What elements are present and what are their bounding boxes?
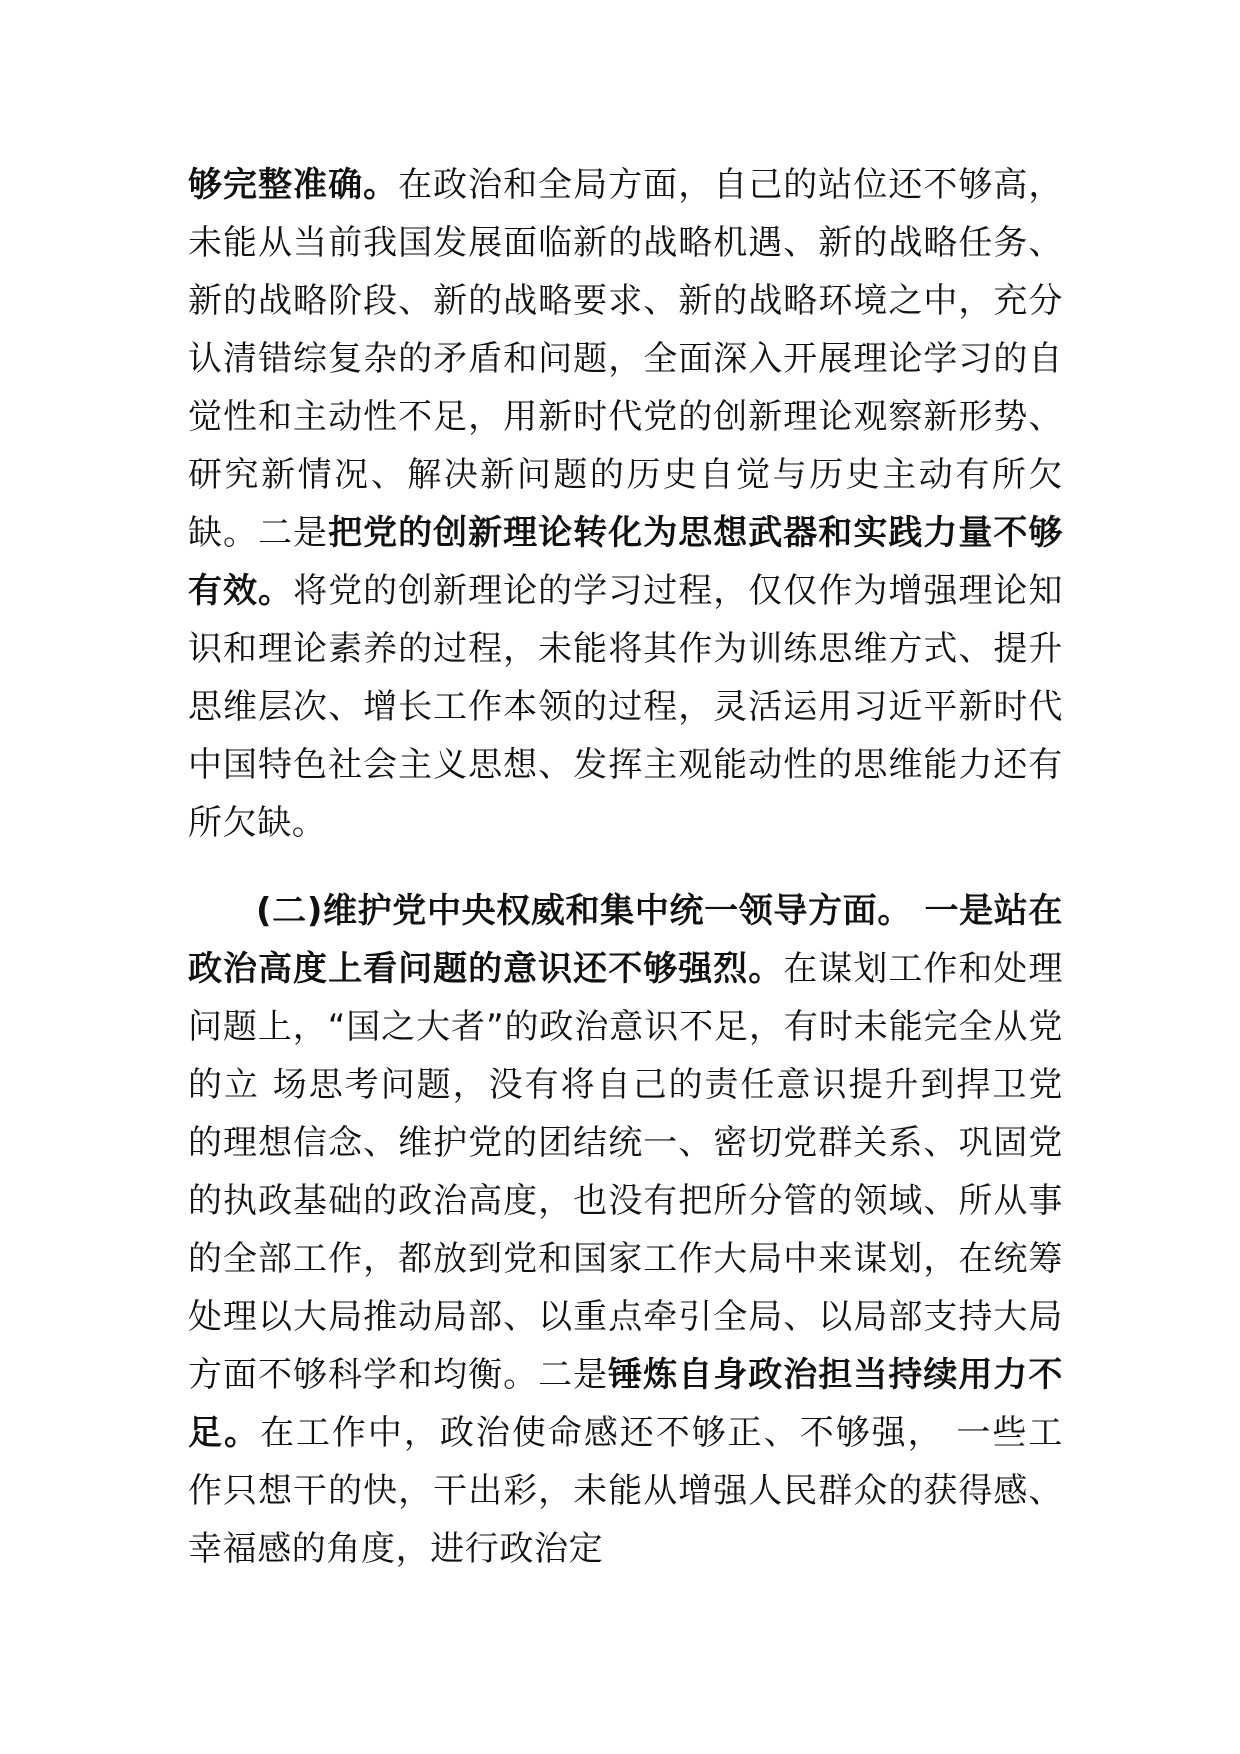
bold-phrase: 把党的创新理论转化为思想武器和实践力量不够有效。 — [188, 513, 1063, 611]
section-heading: (二)维护党中央权威和集中统一领导方面。 一是站在政治高度上看问题的意识还不够强烈。 — [188, 891, 1063, 989]
paragraph-1 — [188, 156, 1063, 852]
body-text: 将党的创新理论的学习过程，仅仅作为增强理论知识和理论素养的过程，未能将其作为训练思维方式、提升思维层次、增长工作本领的过程，灵活运用习近平新时代中国特色社会主义思想、发挥主观能动性的思维能力还有所欠缺。 — [188, 571, 1063, 843]
bold-phrase: 够完整准确。 — [188, 165, 399, 205]
bold-phrase: 锤炼自身政治担当持续用力不足。 — [188, 1355, 1063, 1453]
paragraph-2 — [188, 882, 1063, 1578]
body-text: 在政治和全局方面，自己的站位还不够高，未能从当前我国发展面临新的战略机遇、新的战略任务、新的战略阶段、新的战略要求、新的战略环境之中，充分认清错综复杂的矛盾和问题，全面深入开展理论学习的自觉性和主动性不足，用新时代党的创新理论观察新形势、研究新情况、解决新问题的历史自觉与历史主动有所欠缺。二是 — [188, 165, 1063, 553]
body-text: 在工作中，政治使命感还不够正、不够强， 一些工作只想干的快，干出彩，未能从增强人民群众的获得感、幸福感的角度，进行政治定 — [188, 1413, 1063, 1569]
document-body — [188, 156, 1063, 1578]
body-text: 在谋划工作和处理问题上，“国之大者”的政治意识不足，有时未能完全从党的立 场思考问题，没有将自己的责任意识提升到捍卫党的理想信念、维护党的团结统一、密切党群关系、巩固党的执政基础的政治高度，也没有把所分管的领域、所从事的全部工作，都放到党和国家工作大局中来谋划，在统筹处理以大局推动局部、以重点牵引全局、以局部支持大局方面不够科学和均衡。二是 — [188, 949, 1063, 1395]
